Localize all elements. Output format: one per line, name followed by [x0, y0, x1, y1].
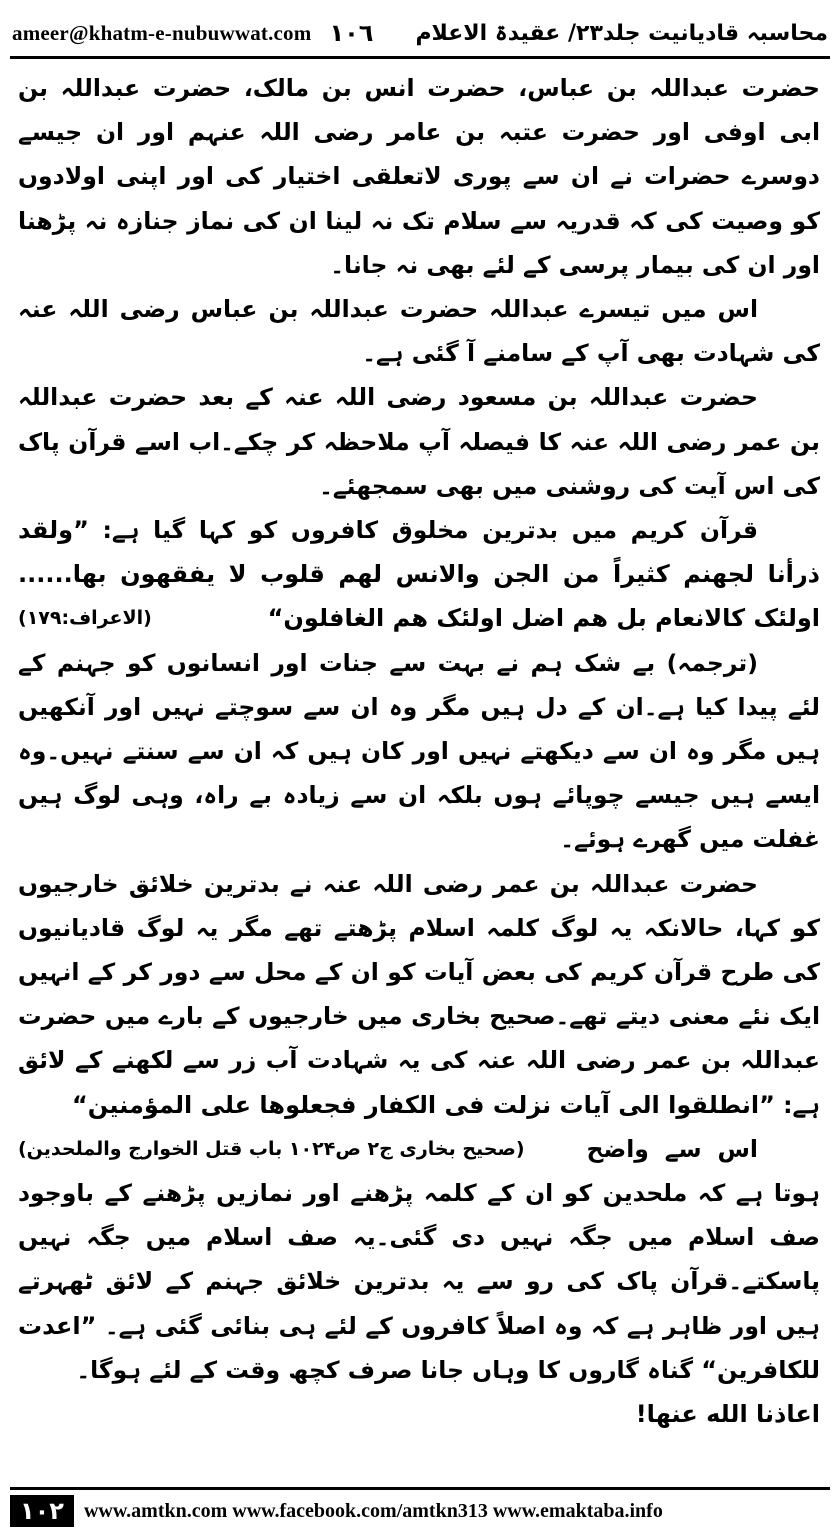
header-book-title: محاسبہ قادیانیت جلد۲۳/ عقیدۃ الاعلام [415, 20, 828, 46]
footer-links: www.amtkn.com www.facebook.com/amtkn313 www.emaktaba.info [83, 1499, 663, 1522]
page-header [12, 14, 828, 52]
hadith-reference: (صحیح بخاری ج۲ ص۱۰۲۴ باب قتل الخوارج والملحدین) [18, 1137, 525, 1160]
page-footer [10, 1487, 830, 1532]
paragraph-6 [18, 862, 820, 1160]
page-body [18, 66, 820, 1476]
paragraph-7-text: اس سے واضح ہوتا ہے کہ ملحدین کو ان کے کلمہ پڑھنے اور نمازیں پڑھنے کے باوجود صف اسلام میں جگہ نہیں دی گئی۔یہ صف اسلام میں جگہ نہیں پاسکتے۔قرآن پاک کی رو سے یہ بدترین خلائق جہنم کے لائق ٹھہرتے ہیں اور ظاہر ہے کہ وہ اصلاً کافروں کے لئے ہی بنائی گئی ہے۔ [18, 1134, 821, 1340]
paragraph-3: حضرت عبداللہ بن مسعود رضی اللہ عنہ کے بعد حضرت عبداللہ بن عمر رضی اللہ عنہ کا فیصلہ آپ ملاحظہ کر چکے۔اب اسے قرآن پاک کی اس آیت کی روشنی میں بھی سمجھئے۔ [18, 383, 820, 500]
header-page-number: ١٠٦ [329, 19, 374, 47]
header-rule [10, 56, 830, 59]
closing-line: اعاذنا الله عنها! [635, 1400, 820, 1429]
paragraph-4-intro: قرآن کریم میں بدترین مخلوق کافروں کو کہا گیا ہے: [102, 516, 759, 545]
header-email: ameer@khatm-e-nubuwwat.com [12, 20, 312, 45]
header-left [12, 19, 373, 47]
footer-page-number: ١٠٢ [10, 1495, 74, 1527]
paragraph-2: اس میں تیسرے عبداللہ حضرت عبداللہ بن عباس رضی اللہ عنہ کی شہادت بھی آپ کے سامنے آ گئی ہے۔ [18, 295, 820, 368]
paragraph-1: حضرت عبداللہ بن عباس، حضرت انس بن مالک، حضرت عبداللہ بن ابی اوفی اور حضرت عتبہ بن عامر رضی اللہ عنہم اور ان جیسے دوسرے حضرات نے ان سے پوری لاتعلقی اختیار کی اور اپنی اولادوں کو وصیت کی کہ قدریہ سے سلام تک نہ لینا ان کی نماز جنازہ نہ پڑھنا اور ان کی بیمار پرسی کے لئے بھی نہ جانا۔ [18, 74, 820, 279]
quran-ayah: ”ولقد ذرأنا لجهنم كثيراً من الجن والانس لهم قلوب لا يفقهون بها...... اولئک كالانعام بل هم اضل اولئک هم الغافلون“ [18, 516, 820, 633]
hadith-quote: ”انطلقوا الى آيات نزلت فى الكفار فجعلوها على المؤمنين“ [72, 1090, 775, 1119]
ayah-reference: (الاعراف:۱۷۹) [18, 607, 152, 630]
paragraph-4 [18, 508, 820, 641]
paragraph-6-text: حضرت عبداللہ بن عمر رضی اللہ عنہ نے بدترین خلائق خارجیوں کو کہا، حالانکہ یہ لوگ کلمہ اسلام پڑھتے تھے مگر یہ لوگ قادیانیوں کی طرح قرآن کریم کی بعض آیات کو ان کے محل سے دور کر کے انہیں ایک نئے معنی دیتے تھے۔صحیح بخاری میں خارجیوں کے بارے میں حضرت عبداللہ بن عمر رضی اللہ عنہ کی یہ شہادت آب زر سے لکھنے کے لائق ہے: [18, 869, 820, 1119]
paragraph-translation: (ترجمہ) بے شک ہم نے بہت سے جنات اور انسانوں کو جہنم کے لئے پیدا کیا ہے۔ان کے دل ہیں مگر وہ ان سے سوچتے نہیں اور آنکھیں ہیں مگر وہ ان سے دیکھتے نہیں اور کان ہیں کہ ان سے سنتے نہیں۔وہ ایسے ہیں جیسے چوپائے ہوں بلکہ ان سے زیادہ بے راہ، وہی لوگ ہیں غفلت میں گھرے ہوئے۔ [18, 648, 820, 854]
paragraph-7-end: گناہ گاروں کا وہاں جانا صرف کچھ وقت کے لئے ہوگا۔ [76, 1355, 693, 1384]
paragraph-7-quote: ”اعدت للكافرين“ [18, 1311, 820, 1384]
